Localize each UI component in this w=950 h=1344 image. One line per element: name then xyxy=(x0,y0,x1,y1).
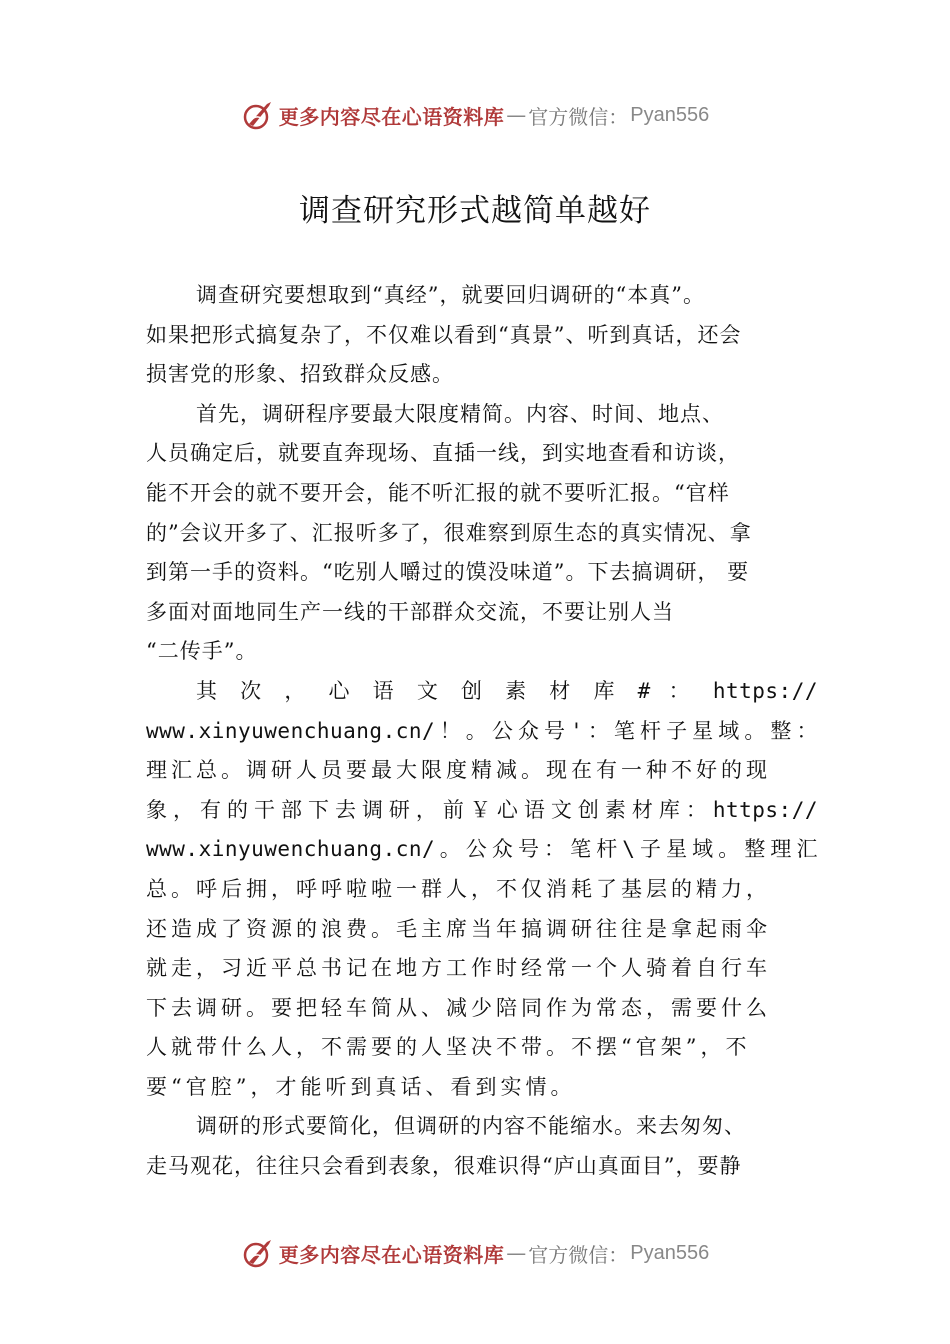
text-line: 总。呼后拥，呼呼啦啦一群人，不仅消耗了基层的精力， xyxy=(146,876,771,901)
text-line: 就走，习近平总书记在地方工作时经常一个人骑着自行车 xyxy=(146,956,771,981)
banner-separator: — xyxy=(506,1241,527,1265)
text-line: 要“官腔”，才能听到真话、看到实情。 xyxy=(146,1074,576,1099)
footer-banner xyxy=(0,1233,950,1273)
document-body xyxy=(146,276,818,1187)
banner-wechat-id: Pyan556 xyxy=(630,1241,710,1264)
text-line: 人员确定后，就要直奔现场、直插一线，到实地查看和访谈， xyxy=(146,441,740,466)
text-line: 的”会议开多了、汇报听多了，很难察到原生态的真实情况、拿 xyxy=(146,520,752,545)
banner-slogan: 更多内容尽在心语资料库 xyxy=(278,1242,505,1267)
text-line: 能不开会的就不要开会，能不听汇报的就不要听汇报。“官样 xyxy=(146,480,730,505)
banner-wechat-label: 官方微信： xyxy=(528,104,629,129)
text-line: 其 次 ， 心 语 文 创 素 材 库 # ： https:// xyxy=(196,678,818,703)
text-line: 如果把形式搞复杂了，不仅难以看到“真景”、听到真话，还会 xyxy=(146,322,742,347)
text-line: 调研的形式要简化，但调研的内容不能缩水。来去匆匆、 xyxy=(196,1114,746,1139)
header-banner xyxy=(0,95,950,135)
text-line: 象，有的干部下去调研，前￥心语文创素材库：https:// xyxy=(146,797,818,822)
text-line: 下去调研。要把轻车简从、减少陪同作为常态，需要什么 xyxy=(146,995,771,1020)
text-line: 多面对面地同生产一线的干部群众交流，不要让别人当 xyxy=(146,599,674,624)
text-line: 首先，调研程序要最大限度精简。内容、时间、地点、 xyxy=(196,401,724,426)
text-line: 还造成了资源的浪费。毛主席当年搞调研往往是拿起雨伞 xyxy=(146,916,771,941)
text-line: 到第一手的资料。“吃别人嚼过的馍没味道”。下去搞调研， 要 xyxy=(146,560,750,585)
banner-separator: — xyxy=(506,103,527,127)
quill-logo-icon xyxy=(241,1236,275,1270)
quill-logo-icon xyxy=(241,98,275,132)
text-line: 走马观花，往往只会看到表象，很难识得“庐山真面目”，要静 xyxy=(146,1154,742,1179)
text-line: 人就带什么人，不需要的人坚决不带。不摆“官架”，不 xyxy=(146,1035,751,1060)
text-line: 调查研究要想取到“真经”，就要回归调研的“本真”。 xyxy=(196,283,705,307)
text-line: “二传手”。 xyxy=(146,639,258,664)
banner-wechat-label: 官方微信： xyxy=(528,1242,629,1267)
document-title: 调查研究形式越简单越好 xyxy=(299,193,651,229)
text-line: 理汇总。调研人员要最大限度精减。现在有一种不好的现 xyxy=(146,758,771,783)
text-line: 损害党的形象、招致群众反感。 xyxy=(146,362,454,387)
banner-wechat-id: Pyan556 xyxy=(630,103,710,126)
text-line: www.xinyuwenchuang.cn/！。公众号'：笔杆子星域。整： xyxy=(146,718,818,743)
text-line: www.xinyuwenchuang.cn/。公众号：笔杆\子星域。整理汇 xyxy=(146,837,818,862)
banner-slogan: 更多内容尽在心语资料库 xyxy=(278,104,505,129)
